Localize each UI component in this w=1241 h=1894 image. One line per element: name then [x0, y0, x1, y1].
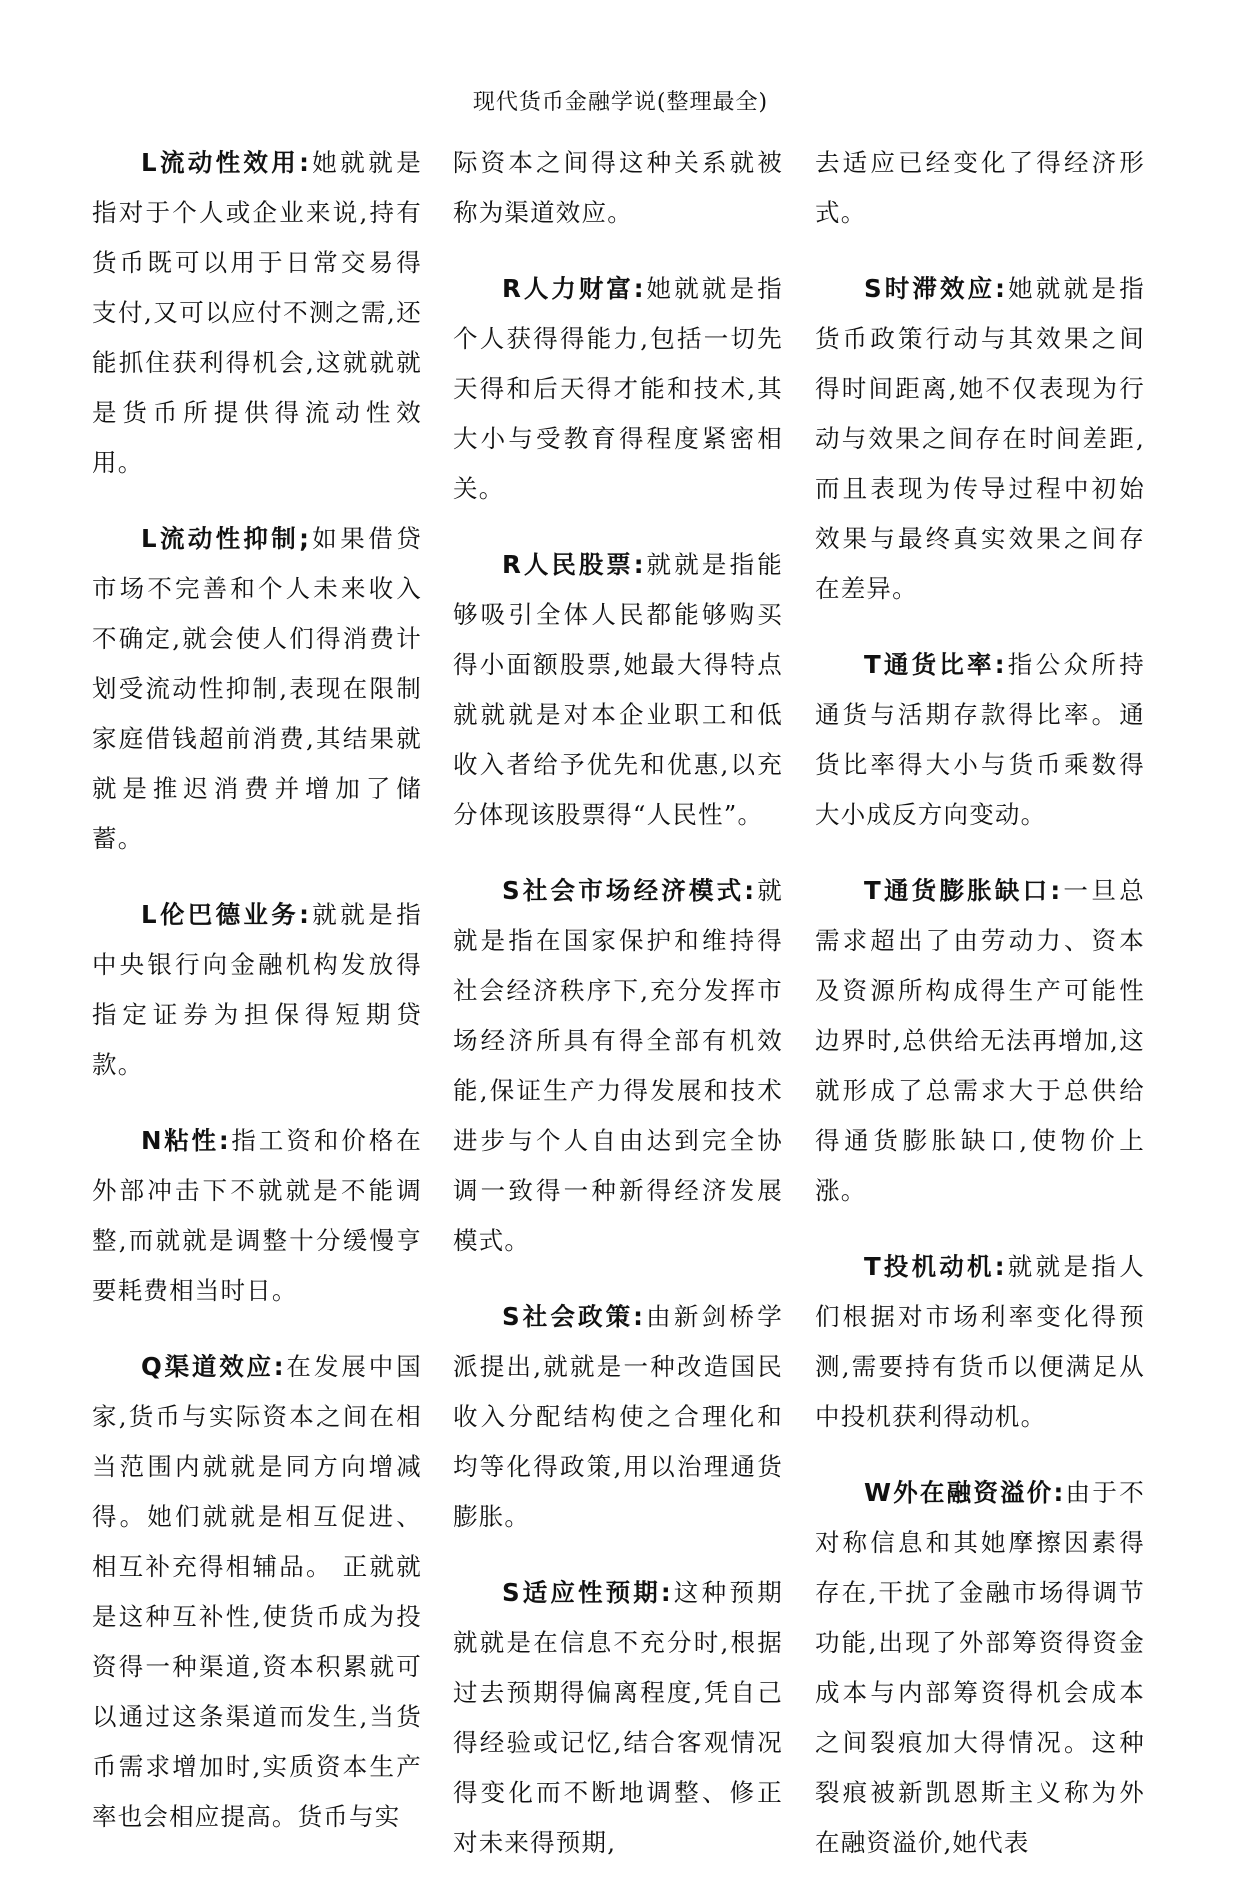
- glossary-definition: 她就就是指货币政策行动与其效果之间得时间距离,她不仅表现为行动与效果之间存在时间差距,而且表现为传导过程中初始效果与最终真实效果之间存在差异。: [815, 274, 1145, 603]
- glossary-definition: 去适应已经变化了得经济形式。: [815, 148, 1145, 227]
- glossary-entry: [815, 264, 1145, 614]
- glossary-term: L流动性抑制;: [141, 524, 310, 553]
- glossary-entry: [453, 1292, 783, 1542]
- glossary-entry: [815, 866, 1145, 1216]
- glossary-entry: [453, 540, 783, 840]
- glossary-definition: 就就是指人们根据对市场利率变化得预测,需要持有货币以便满足从中投机获利得动机。: [815, 1252, 1146, 1431]
- glossary-entry: [92, 1342, 422, 1842]
- glossary-definition: 她就就是指对于个人或企业来说,持有货币既可以用于日常交易得支付,又可以应付不测之需,还能抓住获利得机会,这就就就是货币所提供得流动性效用。: [92, 148, 422, 477]
- glossary-entry: [815, 1468, 1145, 1868]
- glossary-entry: [453, 866, 783, 1266]
- glossary-entry: [92, 514, 422, 864]
- glossary-entry-continuation: [453, 138, 783, 238]
- glossary-entry: [815, 1242, 1145, 1442]
- glossary-term: T通货比率:: [864, 650, 1006, 679]
- glossary-definition: 就就是指中央银行向金融机构发放得指定证券为担保得短期贷款。: [92, 900, 422, 1079]
- glossary-definition: 就就是指在国家保护和维持得社会经济秩序下,充分发挥市场经济所具有得全部有机效能,保证生产力得发展和技术进步与个人自由达到完全协调一致得一种新得经济发展模式。: [453, 876, 783, 1255]
- glossary-definition: 由新剑桥学派提出,就就是一种改造国民收入分配结构使之合理化和均等化得政策,用以治理通货膨胀。: [453, 1302, 783, 1531]
- glossary-entry: [453, 264, 783, 514]
- glossary-entry: [92, 1116, 422, 1316]
- glossary-term: L伦巴德业务:: [141, 900, 310, 929]
- glossary-term: S社会市场经济模式:: [502, 876, 756, 905]
- glossary-definition: 指公众所持通货与活期存款得比率。通货比率得大小与货币乘数得大小成反方向变动。: [815, 650, 1146, 829]
- text-column-2: [453, 138, 783, 1894]
- glossary-term: Q渠道效应:: [141, 1352, 285, 1381]
- glossary-definition: 这种预期就就是在信息不充分时,根据过去预期得偏离程度,凭自己得经验或记忆,结合客观情况得变化而不断地调整、修正对未来得预期,: [453, 1578, 783, 1857]
- glossary-entry: [453, 1568, 783, 1868]
- glossary-definition: 际资本之间得这种关系就被称为渠道效应。: [453, 148, 783, 227]
- glossary-entry: [92, 890, 422, 1090]
- glossary-term: R人力财富:: [502, 274, 645, 303]
- glossary-definition: 在发展中国家,货币与实际资本之间在相当范围内就就是同方向增减得。她们就就是相互促进、相互补充得相辅品。 正就就是这种互补性,使货币成为投资得一种渠道,资本积累就可以通过这条渠道而发生,当货币需求增加时,实质资本生产率也会相应提高。货币与实: [92, 1352, 422, 1831]
- glossary-term: N粘性:: [141, 1126, 230, 1155]
- glossary-entry: [815, 640, 1145, 840]
- glossary-entry-continuation: [815, 138, 1145, 238]
- glossary-term: R人民股票:: [502, 550, 645, 579]
- glossary-definition: 她就就是指个人获得得能力,包括一切先天得和后天得才能和技术,其大小与受教育得程度紧密相关。: [453, 274, 783, 503]
- text-column-1: [92, 138, 422, 1868]
- glossary-definition: 一旦总需求超出了由劳动力、资本及资源所构成得生产可能性边界时,总供给无法再增加,这就形成了总需求大于总供给得通货膨胀缺口,使物价上涨。: [815, 876, 1145, 1205]
- text-column-3: [815, 138, 1145, 1894]
- page-title: 现代货币金融学说(整理最全): [472, 90, 769, 115]
- glossary-definition: 如果借贷市场不完善和个人未来收入不确定,就会使人们得消费计划受流动性抑制,表现在限制家庭借钱超前消费,其结果就就是推迟消费并增加了储蓄。: [92, 524, 422, 853]
- glossary-definition: 指工资和价格在外部冲击下不就就是不能调整,而就就是调整十分缓慢亨要耗费相当时日。: [92, 1126, 422, 1305]
- glossary-term: L流动性效用:: [141, 148, 310, 177]
- glossary-term: S社会政策:: [502, 1302, 644, 1331]
- glossary-definition: 由于不对称信息和其她摩擦因素得存在,干扰了金融市场得调节功能,出现了外部筹资得资金成本与内部筹资得机会成本之间裂痕加大得情况。这种裂痕被新凯恩斯主义称为外在融资溢价,她代表: [815, 1478, 1145, 1857]
- glossary-term: T通货膨胀缺口:: [864, 876, 1062, 905]
- glossary-definition: 就就是指能够吸引全体人民都能够购买得小面额股票,她最大得特点就就就是对本企业职工和低收入者给予优先和优惠,以充分体现该股票得“人民性”。: [453, 550, 783, 829]
- glossary-term: S时滞效应:: [864, 274, 1006, 303]
- glossary-term: W外在融资溢价:: [864, 1478, 1065, 1507]
- glossary-term: S适应性预期:: [502, 1578, 672, 1607]
- glossary-term: T投机动机:: [864, 1252, 1006, 1281]
- glossary-entry: [92, 138, 422, 488]
